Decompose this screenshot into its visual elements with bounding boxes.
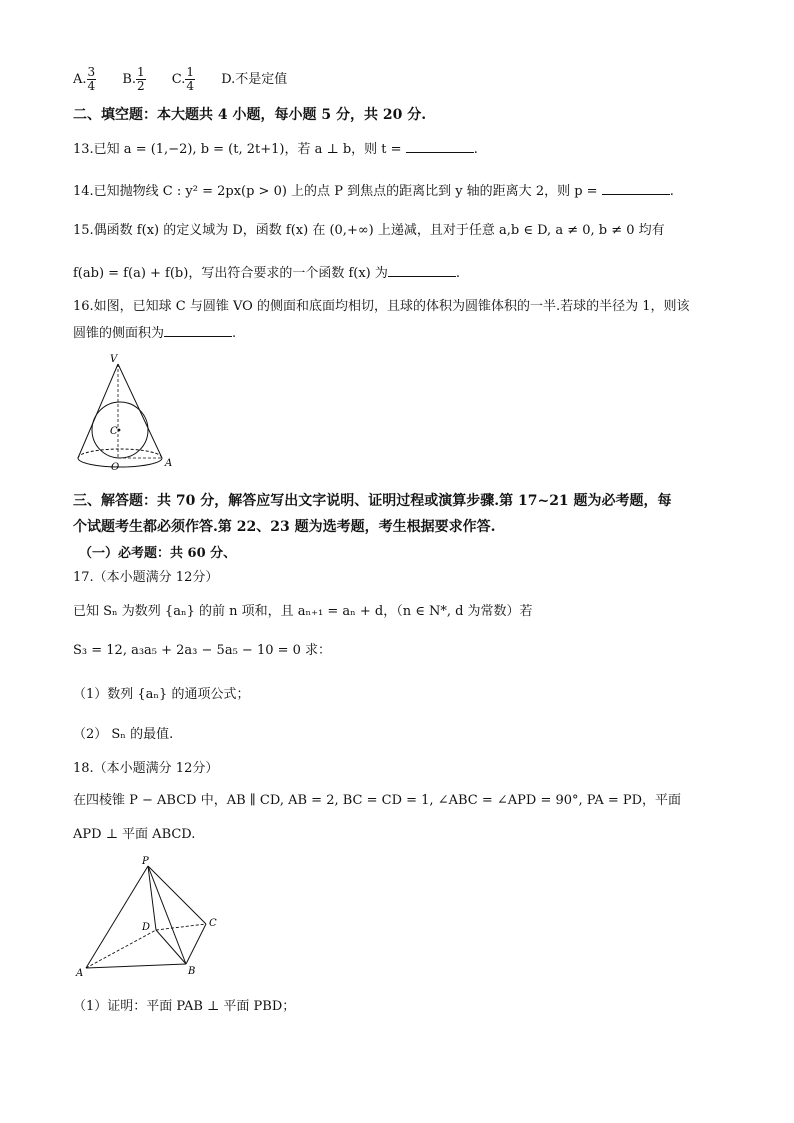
cone-sphere-figure [70, 350, 190, 475]
edge-ad [86, 930, 156, 968]
label-p: P [142, 856, 149, 867]
q17-line1: 已知 Sₙ 为数列 {aₙ} 的前 n 项和，且 aₙ₊₁ = aₙ + d，（n ∈ N*, d 为常数）若 [73, 604, 533, 619]
label-c: C [209, 918, 217, 929]
q15-line1: 15.偶函数 f(x) 的定义域为 D，函数 f(x) 在 (0,+∞) 上递减，且对于任意 a,b ∈ D, a ≠ 0, b ≠ 0 均有 [73, 223, 665, 238]
q16-line1: 16.如图，已知球 C 与圆锥 VO 的侧面和底面均相切，且球的体积为圆锥体积的一半.若球的半径为 1，则该 [73, 299, 690, 314]
label-a: A [165, 458, 173, 469]
center-c-dot [118, 429, 121, 432]
base-front-arc [78, 458, 162, 467]
q18-line2: APD ⊥ 平面 ABCD. [73, 827, 196, 842]
q13: 13.已知 a = (1,−2), b = (t, 2t+1)，若 a ⊥ b，则 t = . [73, 142, 478, 157]
q14: 14.已知抛物线 C : y² = 2px(p > 0) 上的点 P 到焦点的距离比到 y 轴的距离大 2，则 p = . [73, 184, 674, 199]
section3-line2: 个试题考生都必须作答.第 22、23 题为选考题，考生根据要求作答. [73, 519, 496, 535]
cone-left-edge [78, 364, 118, 458]
q14-answer-blank[interactable] [602, 182, 670, 195]
q18-part1: （1）证明：平面 PAB ⊥ 平面 PBD； [73, 999, 296, 1014]
q13-answer-blank[interactable] [406, 140, 474, 153]
edge-pa [86, 866, 151, 968]
edge-db [156, 930, 186, 964]
q17-part2: （2） Sₙ 的最值. [73, 727, 174, 742]
edge-dc [156, 924, 206, 930]
q15-answer-blank[interactable] [388, 264, 456, 277]
label-d: D [142, 922, 151, 933]
option-a: A. $\frac{3}{4}$ [73, 65, 96, 93]
section3-sub: （一）必考题：共 60 分、 [79, 546, 237, 561]
edge-ab [86, 964, 186, 968]
section3-line1: 三、解答题：共 70 分，解答应写出文字说明、证明过程或演算步骤.第 17~21 题为必考题，每 [73, 493, 672, 509]
q18-head: 18.（本小题满分 12分） [73, 761, 219, 776]
label-a: A [76, 968, 84, 979]
option-c: C. $\frac{1}{4}$ [171, 65, 195, 93]
base-back-arc [78, 449, 162, 458]
q15-line2: f(ab) = f(a) + f(b)，写出符合要求的一个函数 f(x) 为 . [73, 266, 461, 281]
edge-bc [186, 924, 206, 964]
label-o: O [111, 462, 120, 473]
q17-line2: S₃ = 12, a₃a₅ + 2a₃ − 5a₅ − 10 = 0 求： [73, 643, 332, 658]
label-b: B [188, 966, 196, 977]
pyramid-figure [70, 852, 230, 982]
label-c: C [110, 426, 118, 437]
q12-options [73, 66, 309, 93]
q17-part1: （1）数列 {aₙ} 的通项公式； [73, 687, 250, 702]
option-b: B. $\frac{1}{2}$ [122, 65, 145, 93]
option-d: D.不是定值 [221, 72, 288, 87]
q18-line1: 在四棱锥 P − ABCD 中，AB ∥ CD, AB = 2, BC = CD = 1, ∠ABC = ∠APD = 90°, PA = PD，平面 [73, 793, 682, 808]
edge-pc [148, 866, 206, 924]
q16-answer-blank[interactable] [164, 324, 232, 337]
q16-line2: 圆锥的侧面积为 . [73, 326, 237, 341]
q17-head: 17.（本小题满分 12分） [73, 570, 219, 585]
label-v: V [110, 354, 118, 365]
section2-heading: 二、填空题：本大题共 4 小题，每小题 5 分，共 20 分. [73, 107, 427, 123]
